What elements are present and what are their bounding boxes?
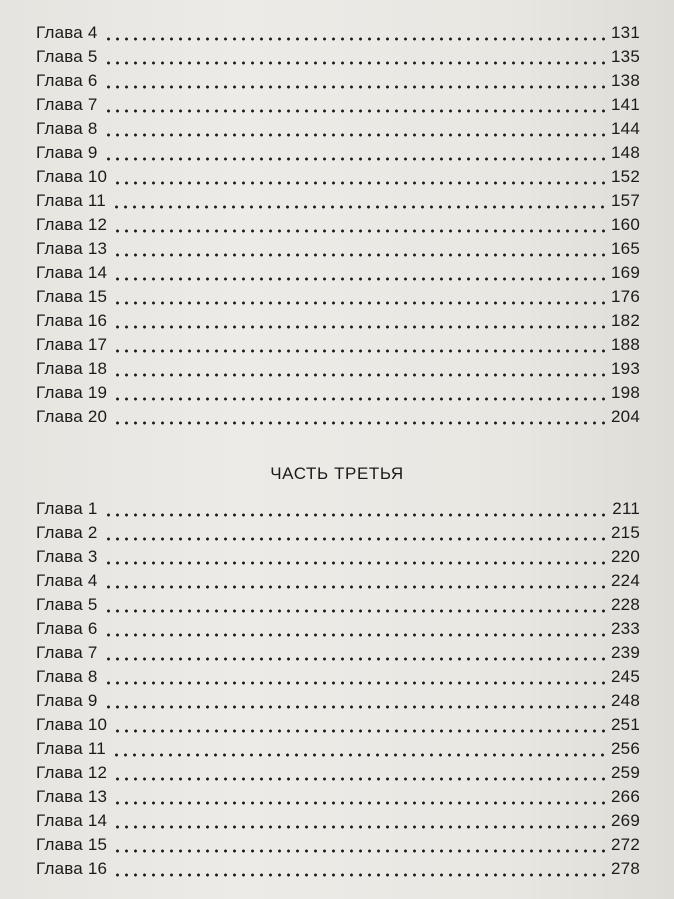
toc-entry — [36, 711, 640, 735]
chapter-label: Глава 16 — [36, 311, 108, 330]
chapter-label: Глава 6 — [36, 71, 98, 90]
page-number: 266 — [611, 787, 640, 806]
toc-entry — [36, 259, 640, 283]
page-number: 211 — [612, 499, 640, 518]
dot-leader — [113, 310, 609, 330]
page-number: 138 — [611, 71, 640, 90]
page-number: 233 — [611, 619, 640, 638]
toc-section-part-three — [36, 495, 640, 879]
dot-leader — [104, 522, 610, 542]
page-number: 193 — [611, 359, 640, 378]
page-number: 256 — [611, 739, 640, 758]
toc-entry — [36, 543, 640, 567]
chapter-label: Глава 7 — [36, 643, 98, 662]
dot-leader — [104, 642, 610, 662]
chapter-label: Глава 10 — [36, 167, 108, 186]
chapter-label: Глава 9 — [36, 143, 98, 162]
chapter-label: Глава 3 — [36, 547, 98, 566]
toc-entry — [36, 519, 640, 543]
toc-entry — [36, 187, 640, 211]
chapter-label: Глава 4 — [36, 23, 98, 42]
dot-leader — [104, 498, 611, 518]
page-number: 204 — [611, 407, 640, 426]
dot-leader — [113, 810, 609, 830]
toc-entry — [36, 91, 640, 115]
chapter-label: Глава 13 — [36, 787, 108, 806]
dot-leader — [113, 834, 609, 854]
toc-entry — [36, 283, 640, 307]
chapter-label: Глава 12 — [36, 763, 108, 782]
chapter-label: Глава 15 — [36, 835, 108, 854]
toc-entry — [36, 687, 640, 711]
page-number: 215 — [611, 523, 640, 542]
dot-leader — [104, 142, 610, 162]
toc-entry — [36, 663, 640, 687]
chapter-label: Глава 20 — [36, 407, 108, 426]
chapter-label: Глава 14 — [36, 263, 108, 282]
chapter-label: Глава 2 — [36, 523, 98, 542]
dot-leader — [113, 858, 609, 878]
chapter-label: Глава 6 — [36, 619, 98, 638]
dot-leader — [104, 618, 610, 638]
dot-leader — [104, 570, 610, 590]
chapter-label: Глава 1 — [36, 499, 98, 518]
toc-entry — [36, 807, 640, 831]
dot-leader — [113, 714, 609, 734]
dot-leader — [113, 166, 609, 186]
page-number: 157 — [611, 191, 640, 210]
chapter-label: Глава 14 — [36, 811, 108, 830]
dot-leader — [112, 190, 609, 210]
dot-leader — [113, 286, 609, 306]
page-number: 259 — [611, 763, 640, 782]
dot-leader — [113, 238, 609, 258]
chapter-label: Глава 18 — [36, 359, 108, 378]
toc-entry — [36, 235, 640, 259]
dot-leader — [104, 546, 610, 566]
toc-entry — [36, 19, 640, 43]
toc-entry — [36, 735, 640, 759]
chapter-label: Глава 12 — [36, 215, 108, 234]
page-number: 220 — [611, 547, 640, 566]
toc-entry — [36, 615, 640, 639]
page-number: 144 — [611, 119, 640, 138]
page-number: 251 — [611, 715, 640, 734]
toc-section-part-two — [36, 19, 640, 427]
page-number: 278 — [611, 859, 640, 878]
page-number: 245 — [611, 667, 640, 686]
dot-leader — [104, 594, 610, 614]
page-number: 165 — [611, 239, 640, 258]
chapter-label: Глава 17 — [36, 335, 108, 354]
page-number: 176 — [611, 287, 640, 306]
page-number: 228 — [611, 595, 640, 614]
toc-entry — [36, 355, 640, 379]
chapter-label: Глава 13 — [36, 239, 108, 258]
chapter-label: Глава 5 — [36, 47, 98, 66]
dot-leader — [104, 70, 610, 90]
page-number: 141 — [611, 95, 640, 114]
page-number: 198 — [611, 383, 640, 402]
chapter-label: Глава 9 — [36, 691, 98, 710]
chapter-label: Глава 7 — [36, 95, 98, 114]
toc-entry — [36, 783, 640, 807]
toc-entry — [36, 639, 640, 663]
page-number: 160 — [611, 215, 640, 234]
toc-entry — [36, 43, 640, 67]
chapter-label: Глава 11 — [36, 739, 106, 758]
chapter-label: Глава 5 — [36, 595, 98, 614]
toc-entry — [36, 139, 640, 163]
page-number: 182 — [611, 311, 640, 330]
dot-leader — [104, 22, 610, 42]
dot-leader — [104, 118, 610, 138]
toc-entry — [36, 855, 640, 879]
dot-leader — [113, 382, 609, 402]
page-number: 248 — [611, 691, 640, 710]
page-number: 152 — [611, 167, 640, 186]
chapter-label: Глава 4 — [36, 571, 98, 590]
chapter-label: Глава 10 — [36, 715, 108, 734]
chapter-label: Глава 15 — [36, 287, 108, 306]
dot-leader — [113, 786, 609, 806]
page-number: 131 — [611, 23, 640, 42]
part-heading: ЧАСТЬ ТРЕТЬЯ — [270, 464, 404, 483]
chapter-label: Глава 8 — [36, 119, 98, 138]
dot-leader — [104, 46, 610, 66]
page-number: 148 — [611, 143, 640, 162]
toc-entry — [36, 379, 640, 403]
dot-leader — [104, 94, 610, 114]
toc-entry — [36, 567, 640, 591]
chapter-label: Глава 16 — [36, 859, 108, 878]
toc-entry — [36, 67, 640, 91]
page-number: 239 — [611, 643, 640, 662]
toc-entry — [36, 115, 640, 139]
toc-entry — [36, 211, 640, 235]
toc-entry — [36, 495, 640, 519]
dot-leader — [112, 738, 609, 758]
dot-leader — [113, 262, 609, 282]
dot-leader — [113, 334, 609, 354]
toc-entry — [36, 307, 640, 331]
dot-leader — [113, 406, 609, 426]
page-number: 224 — [611, 571, 640, 590]
dot-leader — [113, 214, 609, 234]
chapter-label: Глава 19 — [36, 383, 108, 402]
chapter-label: Глава 8 — [36, 667, 98, 686]
page-number: 135 — [611, 47, 640, 66]
dot-leader — [104, 666, 610, 686]
dot-leader — [113, 762, 609, 782]
toc-entry — [36, 831, 640, 855]
toc-entry — [36, 591, 640, 615]
dot-leader — [113, 358, 609, 378]
page-number: 169 — [611, 263, 640, 282]
page-number: 272 — [611, 835, 640, 854]
chapter-label: Глава 11 — [36, 191, 106, 210]
dot-leader — [104, 690, 610, 710]
toc-entry — [36, 403, 640, 427]
toc-entry — [36, 331, 640, 355]
toc-entry — [36, 163, 640, 187]
page-number: 269 — [611, 811, 640, 830]
toc-entry — [36, 759, 640, 783]
page-number: 188 — [611, 335, 640, 354]
